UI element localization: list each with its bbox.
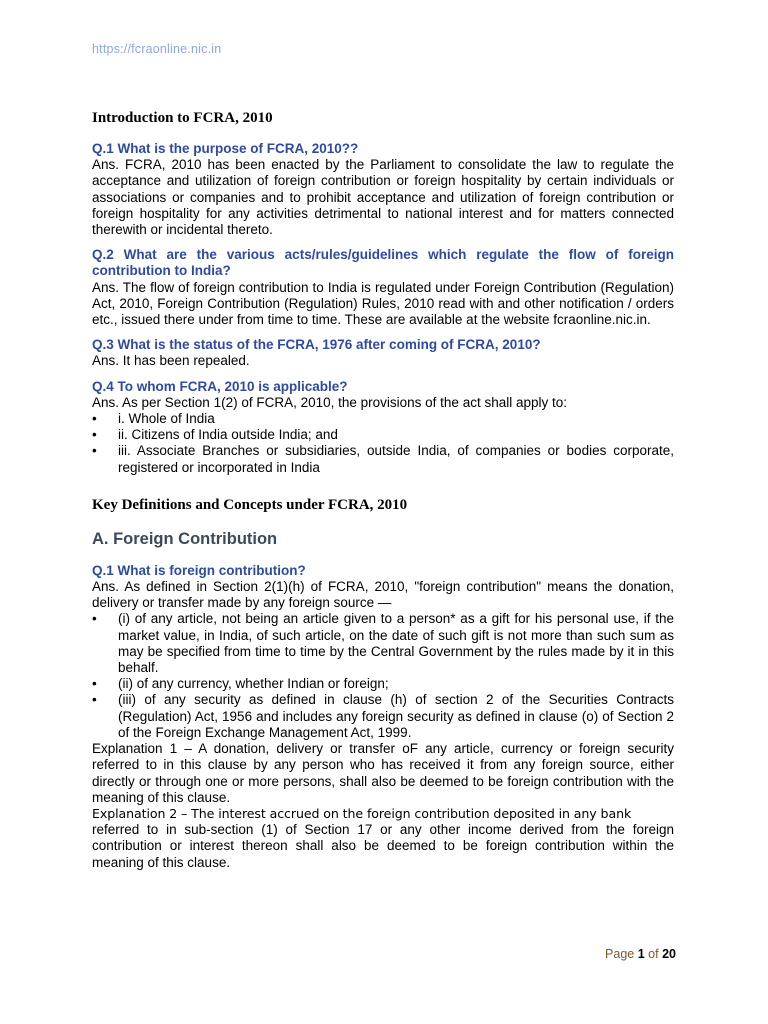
page-number (605, 947, 676, 961)
answer-4: Ans. As per Section 1(2) of FCRA, 2010, the provisions of the act shall apply to: (92, 394, 567, 410)
fc-answer-1: Ans. As defined in Section 2(1)(h) of FCRA, 2010, "foreign contribution" means the donation, delivery or transfer made by any foreign source — (92, 579, 674, 611)
list-item: • (i) of any article, not being an article given to a person* as a gift for his personal use, if the market value, in India, of such article, on the date of such gift is not more than such sum as may be specified from time to time by the Central Government by the rules made by it in this behalf. (92, 611, 674, 676)
of-word: of (648, 947, 659, 961)
page-total: 20 (662, 947, 676, 961)
question-2: Q.2 What are the various acts/rules/guidelines which regulate the flow of foreign contribution to India? (92, 247, 674, 279)
bullet-icon: • (92, 676, 97, 692)
fc-question-1: Q.1 What is foreign contribution? (92, 562, 306, 578)
list-item: • i. Whole of India (92, 411, 215, 427)
bullet-icon: • (92, 443, 97, 459)
bullet-icon: • (92, 611, 97, 627)
list-item: • iii. Associate Branches or subsidiaries, outside India, of companies or bodies corporate, registered or incorporated in India (92, 443, 674, 475)
bullet-icon: • (92, 427, 97, 443)
answer-2: Ans. The flow of foreign contribution to India is regulated under Foreign Contribution (Regulation) Act, 2010, Foreign Contribution (Regulation) Rules, 2010 read with and other notification / orders etc., issued there under from time to time. These are available at the website fcraonline.nic.in. (92, 279, 674, 328)
list-item: • (iii) of any security as defined in clause (h) of section 2 of the Securities Contracts (Regulation) Act, 1956 and includes any foreign security as defined in clause (o) of Section 2 of the Foreign Exchange Management Act, 1999. (92, 692, 674, 740)
answer-1: Ans. FCRA, 2010 has been enacted by the Parliament to consolidate the law to regulate the acceptance and utilization of foreign contribution or foreign hospitality by certain individuals or associations or companies and to prohibit acceptance and utilization of foreign contribution or foreign hospitality for any activities detrimental to national interest and for matters connected therewith or incidental thereto. (92, 157, 674, 238)
answer-3: Ans. It has been repealed. (92, 353, 250, 369)
explanation-1: Explanation 1 – A donation, delivery or transfer oF any article, currency or foreign security referred to in this clause by any person who has received it from any foreign source, either directly or through one or more persons, shall also be deemed to be foreign contribution with the meaning of this clause. (92, 741, 674, 805)
header-url[interactable]: https://fcraonline.nic.in (92, 42, 222, 56)
applicability-list (92, 411, 674, 476)
list-item: • (ii) of any currency, whether Indian or foreign; (92, 676, 389, 692)
page-current: 1 (637, 947, 645, 961)
bullet-icon: • (92, 692, 97, 708)
list-item: • ii. Citizens of India outside India; and (92, 427, 338, 443)
section-title-definitions: Key Definitions and Concepts under FCRA, 2010 (92, 496, 408, 513)
explanation-2-lead: Explanation 2 – The interest accrued on the foreign contribution deposited in any bank (92, 805, 632, 821)
document-body (92, 108, 674, 871)
explanation-2-rest: referred to in sub-section (1) of Section 17 or any other income derived from the foreign contribution or interest thereon shall also be deemed to be foreign contribution within the meaning of this clause. (92, 822, 674, 870)
question-3: Q.3 What is the status of the FCRA, 1976 after coming of FCRA, 2010? (92, 337, 541, 353)
page-word: Page (605, 947, 635, 961)
question-4: Q.4 To whom FCRA, 2010 is applicable? (92, 378, 348, 394)
bullet-icon: • (92, 411, 97, 427)
section-title-intro: Introduction to FCRA, 2010 (92, 110, 273, 126)
question-1: Q.1 What is the purpose of FCRA, 2010?? (92, 141, 359, 156)
subsection-title-foreign-contribution: A. Foreign Contribution (92, 529, 278, 548)
definition-list (92, 611, 674, 741)
